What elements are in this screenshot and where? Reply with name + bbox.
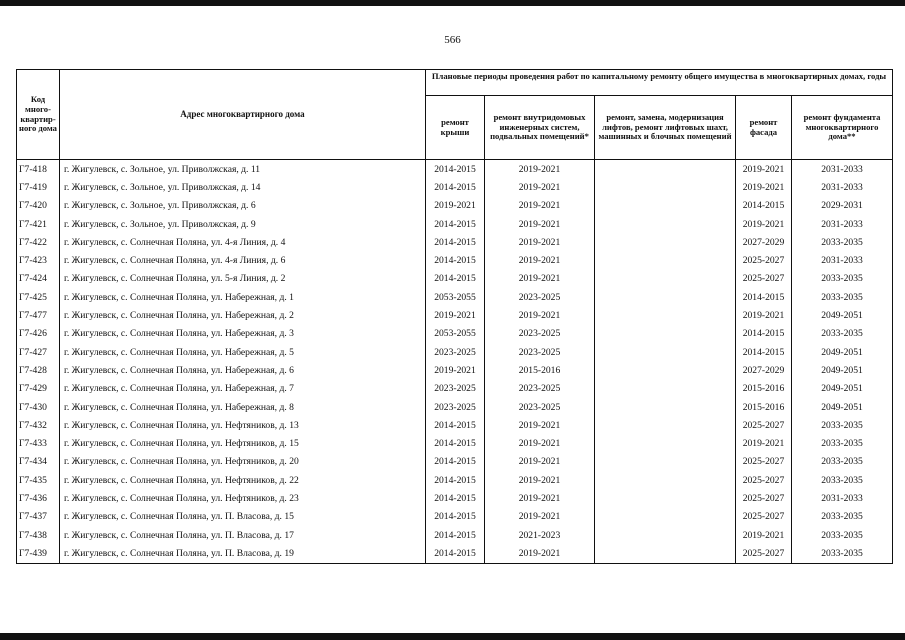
- cell-roof: 2014-2015: [426, 251, 485, 269]
- cell-elevators: [595, 251, 736, 269]
- cell-elevators: [595, 544, 736, 563]
- table-row: [17, 288, 893, 306]
- cell-facade: 2019-2021: [736, 306, 792, 324]
- table-row: [17, 178, 893, 196]
- table-row: [17, 434, 893, 452]
- cell-foundation: 2049-2051: [792, 398, 893, 416]
- cell-address: г. Жигулевск, с. Солнечная Поляна, ул. Набережная, д. 3: [60, 325, 426, 343]
- cell-foundation: 2049-2051: [792, 306, 893, 324]
- header-code: Код много-квартир-ного дома: [17, 70, 60, 160]
- cell-roof: 2014-2015: [426, 233, 485, 251]
- cell-roof: 2023-2025: [426, 343, 485, 361]
- header-roof: ремонт крыши: [426, 96, 485, 160]
- cell-elevators: [595, 398, 736, 416]
- cell-foundation: 2033-2035: [792, 270, 893, 288]
- table-row: [17, 398, 893, 416]
- cell-address: г. Жигулевск, с. Солнечная Поляна, ул. 4-я Линия, д. 6: [60, 251, 426, 269]
- cell-address: г. Жигулевск, с. Солнечная Поляна, ул. Нефтяников, д. 15: [60, 434, 426, 452]
- cell-foundation: 2031-2033: [792, 251, 893, 269]
- cell-systems: 2023-2025: [485, 325, 595, 343]
- cell-foundation: 2049-2051: [792, 361, 893, 379]
- cell-code: Г7-420: [17, 197, 60, 215]
- cell-foundation: 2033-2035: [792, 233, 893, 251]
- table-row: [17, 160, 893, 179]
- cell-roof: 2053-2055: [426, 325, 485, 343]
- cell-address: г. Жигулевск, с. Солнечная Поляна, ул. Набережная, д. 1: [60, 288, 426, 306]
- capital-repair-table: [16, 69, 893, 564]
- cell-address: г. Жигулевск, с. Солнечная Поляна, ул. Набережная, д. 5: [60, 343, 426, 361]
- table-row: [17, 215, 893, 233]
- cell-facade: 2025-2027: [736, 508, 792, 526]
- cell-elevators: [595, 361, 736, 379]
- cell-roof: 2014-2015: [426, 544, 485, 563]
- cell-roof: 2023-2025: [426, 380, 485, 398]
- cell-facade: 2015-2016: [736, 398, 792, 416]
- cell-foundation: 2033-2035: [792, 325, 893, 343]
- cell-facade: 2025-2027: [736, 251, 792, 269]
- cell-foundation: 2033-2035: [792, 288, 893, 306]
- header-address: Адрес многоквартирного дома: [60, 70, 426, 160]
- cell-code: Г7-477: [17, 306, 60, 324]
- table-row: [17, 526, 893, 544]
- cell-address: г. Жигулевск, с. Солнечная Поляна, ул. 4-я Линия, д. 4: [60, 233, 426, 251]
- cell-elevators: [595, 343, 736, 361]
- cell-code: Г7-437: [17, 508, 60, 526]
- cell-foundation: 2033-2035: [792, 471, 893, 489]
- cell-foundation: 2033-2035: [792, 526, 893, 544]
- top-border-rule: [0, 0, 905, 6]
- cell-systems: 2015-2016: [485, 361, 595, 379]
- cell-elevators: [595, 306, 736, 324]
- header-facade: ремонт фасада: [736, 96, 792, 160]
- cell-code: Г7-418: [17, 160, 60, 179]
- cell-facade: 2025-2027: [736, 416, 792, 434]
- cell-address: г. Жигулевск, с. Солнечная Поляна, ул. Нефтяников, д. 20: [60, 453, 426, 471]
- cell-roof: 2014-2015: [426, 160, 485, 179]
- header-foundation: ремонт фундамента многоквартирного дома**: [792, 96, 893, 160]
- table-row: [17, 380, 893, 398]
- cell-facade: 2025-2027: [736, 489, 792, 507]
- page-number: 566: [444, 34, 461, 46]
- cell-roof: 2014-2015: [426, 215, 485, 233]
- table-row: [17, 544, 893, 563]
- cell-address: г. Жигулевск, с. Зольное, ул. Приволжская, д. 9: [60, 215, 426, 233]
- cell-facade: 2025-2027: [736, 453, 792, 471]
- table-header: [17, 70, 893, 160]
- cell-code: Г7-421: [17, 215, 60, 233]
- cell-systems: 2019-2021: [485, 544, 595, 563]
- cell-elevators: [595, 288, 736, 306]
- cell-elevators: [595, 508, 736, 526]
- cell-facade: 2014-2015: [736, 325, 792, 343]
- cell-systems: 2019-2021: [485, 197, 595, 215]
- cell-facade: 2019-2021: [736, 178, 792, 196]
- cell-elevators: [595, 380, 736, 398]
- header-systems: ремонт внутридомовых инженерных систем, подвальных помещений*: [485, 96, 595, 160]
- cell-foundation: 2033-2035: [792, 544, 893, 563]
- cell-code: Г7-436: [17, 489, 60, 507]
- cell-roof: 2023-2025: [426, 398, 485, 416]
- cell-code: Г7-438: [17, 526, 60, 544]
- cell-systems: 2023-2025: [485, 288, 595, 306]
- table-row: [17, 416, 893, 434]
- cell-facade: 2025-2027: [736, 544, 792, 563]
- cell-foundation: 2031-2033: [792, 178, 893, 196]
- cell-facade: 2015-2016: [736, 380, 792, 398]
- cell-systems: 2019-2021: [485, 251, 595, 269]
- cell-code: Г7-430: [17, 398, 60, 416]
- header-periods-group: Плановые периоды проведения работ по капитальному ремонту общего имущества в многоквартирных домах, годы: [426, 70, 893, 96]
- cell-code: Г7-422: [17, 233, 60, 251]
- cell-foundation: 2049-2051: [792, 343, 893, 361]
- cell-facade: 2019-2021: [736, 160, 792, 179]
- table-row: [17, 343, 893, 361]
- cell-elevators: [595, 178, 736, 196]
- cell-foundation: 2031-2033: [792, 489, 893, 507]
- cell-address: г. Жигулевск, с. Солнечная Поляна, ул. Нефтяников, д. 22: [60, 471, 426, 489]
- cell-systems: 2019-2021: [485, 471, 595, 489]
- cell-facade: 2019-2021: [736, 434, 792, 452]
- cell-address: г. Жигулевск, с. Солнечная Поляна, ул. П. Власова, д. 19: [60, 544, 426, 563]
- cell-code: Г7-424: [17, 270, 60, 288]
- cell-systems: 2019-2021: [485, 270, 595, 288]
- bottom-border-rule: [0, 633, 905, 640]
- cell-roof: 2014-2015: [426, 489, 485, 507]
- cell-systems: 2019-2021: [485, 508, 595, 526]
- cell-roof: 2019-2021: [426, 306, 485, 324]
- cell-foundation: 2031-2033: [792, 160, 893, 179]
- table-row: [17, 197, 893, 215]
- cell-systems: 2023-2025: [485, 343, 595, 361]
- cell-foundation: 2031-2033: [792, 215, 893, 233]
- table-row: [17, 508, 893, 526]
- cell-address: г. Жигулевск, с. Солнечная Поляна, ул. П. Власова, д. 15: [60, 508, 426, 526]
- cell-roof: 2014-2015: [426, 434, 485, 452]
- table-row: [17, 306, 893, 324]
- cell-systems: 2021-2023: [485, 526, 595, 544]
- cell-elevators: [595, 160, 736, 179]
- table-row: [17, 453, 893, 471]
- cell-systems: 2019-2021: [485, 434, 595, 452]
- cell-elevators: [595, 471, 736, 489]
- cell-facade: 2027-2029: [736, 361, 792, 379]
- table-row: [17, 251, 893, 269]
- cell-code: Г7-423: [17, 251, 60, 269]
- cell-facade: 2027-2029: [736, 233, 792, 251]
- cell-elevators: [595, 489, 736, 507]
- cell-code: Г7-425: [17, 288, 60, 306]
- cell-address: г. Жигулевск, с. Солнечная Поляна, ул. Набережная, д. 7: [60, 380, 426, 398]
- cell-facade: 2025-2027: [736, 471, 792, 489]
- cell-code: Г7-434: [17, 453, 60, 471]
- cell-address: г. Жигулевск, с. Солнечная Поляна, ул. Набережная, д. 2: [60, 306, 426, 324]
- cell-foundation: 2033-2035: [792, 508, 893, 526]
- cell-systems: 2019-2021: [485, 306, 595, 324]
- cell-code: Г7-432: [17, 416, 60, 434]
- cell-elevators: [595, 215, 736, 233]
- cell-roof: 2014-2015: [426, 471, 485, 489]
- cell-address: г. Жигулевск, с. Зольное, ул. Приволжская, д. 11: [60, 160, 426, 179]
- cell-roof: 2019-2021: [426, 361, 485, 379]
- cell-elevators: [595, 270, 736, 288]
- header-elevators: ремонт, замена, модернизация лифтов, ремонт лифтовых шахт, машинных и блочных помещений: [595, 96, 736, 160]
- cell-code: Г7-426: [17, 325, 60, 343]
- cell-foundation: 2033-2035: [792, 434, 893, 452]
- cell-elevators: [595, 416, 736, 434]
- cell-code: Г7-433: [17, 434, 60, 452]
- cell-foundation: 2033-2035: [792, 453, 893, 471]
- cell-code: Г7-428: [17, 361, 60, 379]
- cell-code: Г7-427: [17, 343, 60, 361]
- cell-systems: 2019-2021: [485, 416, 595, 434]
- cell-elevators: [595, 325, 736, 343]
- cell-address: г. Жигулевск, с. Солнечная Поляна, ул. Нефтяников, д. 13: [60, 416, 426, 434]
- table-row: [17, 325, 893, 343]
- table-body: [17, 160, 893, 564]
- cell-roof: 2053-2055: [426, 288, 485, 306]
- cell-address: г. Жигулевск, с. Солнечная Поляна, ул. 5-я Линия, д. 2: [60, 270, 426, 288]
- cell-address: г. Жигулевск, с. Солнечная Поляна, ул. Набережная, д. 8: [60, 398, 426, 416]
- cell-foundation: 2049-2051: [792, 380, 893, 398]
- cell-facade: 2014-2015: [736, 288, 792, 306]
- cell-code: Г7-419: [17, 178, 60, 196]
- cell-roof: 2019-2021: [426, 197, 485, 215]
- cell-systems: 2019-2021: [485, 215, 595, 233]
- cell-address: г. Жигулевск, с. Зольное, ул. Приволжская, д. 14: [60, 178, 426, 196]
- cell-code: Г7-439: [17, 544, 60, 563]
- cell-systems: 2019-2021: [485, 160, 595, 179]
- table-row: [17, 361, 893, 379]
- table-row: [17, 233, 893, 251]
- cell-code: Г7-435: [17, 471, 60, 489]
- cell-elevators: [595, 453, 736, 471]
- table-row: [17, 471, 893, 489]
- cell-systems: 2019-2021: [485, 489, 595, 507]
- cell-roof: 2014-2015: [426, 508, 485, 526]
- cell-systems: 2019-2021: [485, 453, 595, 471]
- cell-code: Г7-429: [17, 380, 60, 398]
- cell-elevators: [595, 434, 736, 452]
- cell-roof: 2014-2015: [426, 270, 485, 288]
- cell-facade: 2019-2021: [736, 215, 792, 233]
- cell-foundation: 2029-2031: [792, 197, 893, 215]
- cell-elevators: [595, 197, 736, 215]
- cell-address: г. Жигулевск, с. Солнечная Поляна, ул. Набережная, д. 6: [60, 361, 426, 379]
- cell-address: г. Жигулевск, с. Зольное, ул. Приволжская, д. 6: [60, 197, 426, 215]
- cell-systems: 2019-2021: [485, 178, 595, 196]
- cell-roof: 2014-2015: [426, 416, 485, 434]
- cell-facade: 2014-2015: [736, 343, 792, 361]
- cell-roof: 2014-2015: [426, 453, 485, 471]
- cell-facade: 2025-2027: [736, 270, 792, 288]
- cell-facade: 2019-2021: [736, 526, 792, 544]
- cell-address: г. Жигулевск, с. Солнечная Поляна, ул. П. Власова, д. 17: [60, 526, 426, 544]
- cell-elevators: [595, 233, 736, 251]
- cell-address: г. Жигулевск, с. Солнечная Поляна, ул. Нефтяников, д. 23: [60, 489, 426, 507]
- cell-systems: 2019-2021: [485, 233, 595, 251]
- cell-systems: 2023-2025: [485, 380, 595, 398]
- cell-roof: 2014-2015: [426, 526, 485, 544]
- table-row: [17, 489, 893, 507]
- cell-foundation: 2033-2035: [792, 416, 893, 434]
- table-row: [17, 270, 893, 288]
- cell-facade: 2014-2015: [736, 197, 792, 215]
- cell-elevators: [595, 526, 736, 544]
- cell-systems: 2023-2025: [485, 398, 595, 416]
- cell-roof: 2014-2015: [426, 178, 485, 196]
